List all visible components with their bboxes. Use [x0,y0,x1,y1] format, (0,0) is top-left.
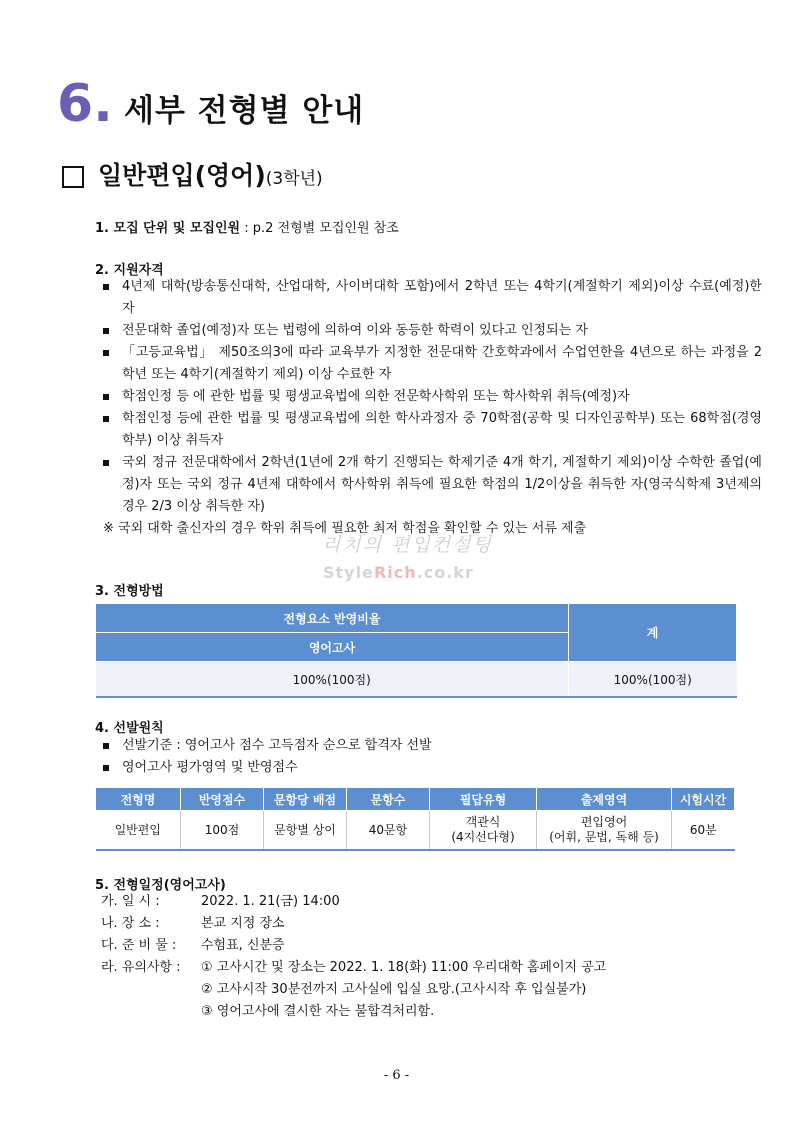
eligibility-item: 「고등교육법」 제50조의3에 따라 교육부가 지정한 전문대학 간호학과에서 수업연한을 4년으로 하는 과정을 2학년 또는 4학기(계절학기 제외) 이상 수료한 자 [100,342,762,386]
table-header: 전형요소 반영비율 [96,604,569,633]
table-header: 시험시간 [672,788,735,811]
bullet-square-icon [103,460,109,466]
table-cell: 60분 [672,811,735,851]
schedule-row: 라. 유의사항 : ① 고사시간 및 장소는 2022. 1. 18(화) 11:00 우리대학 홈페이지 공고 [101,960,607,975]
method-label: 3. 전형방법 [95,584,164,599]
bullet-square-icon [103,350,109,356]
table-cell: 일반편입 [96,811,181,851]
eligibility-item: 학점인정 등에 관한 법률 및 평생교육법에 의한 학사과정자 중 70학점(공학 및 디자인공학부) 또는 68학점(경영학부) 이상 취득자 [100,408,762,452]
bullet-square-icon [103,328,109,334]
schedule-note: ③ 영어고사에 결시한 자는 불합격처리함. [201,1004,435,1019]
recruit-unit-line [95,218,399,240]
section-title: 세부 전형별 안내 [124,93,365,129]
table-header: 문항당 배점 [264,788,347,811]
table-cell: 객관식 (4지선다형) [430,811,537,851]
table-cell: 100%(100점) [569,662,737,698]
method-table [95,603,737,698]
schedule-row: 다. 준 비 물 : 수험표, 신분증 [101,938,285,953]
table-header: 계 [569,604,737,662]
table-row [96,811,735,851]
eligibility-note: ※ 국외 대학 출신자의 경우 학위 취득에 필요한 최저 학점을 확인할 수 있는 서류 제출 [103,521,587,536]
table-row [96,662,737,698]
bullet-square-icon [103,394,109,400]
eligibility-item: 전문대학 졸업(예정)자 또는 법령에 의하여 이와 동등한 학력이 있다고 인정되는 자 [100,320,762,342]
eligibility-label: 2. 지원자격 [95,263,164,278]
schedule-note: ② 고사시작 30분전까지 고사실에 입실 요망.(고사시작 후 입실불가) [201,982,587,997]
table-header: 출제영역 [537,788,672,811]
bullet-square-icon [103,416,109,422]
table-cell: 40문항 [347,811,430,851]
selection-label: 4. 선발원칙 [95,721,164,736]
table-cell: 100%(100점) [96,662,569,698]
schedule-row: 나. 장 소 : 본교 지정 장소 [101,916,285,931]
selection-item: 선발기준 : 영어고사 점수 고득점자 순으로 합격자 선발 [100,735,762,757]
page-number: - 6 - [383,1068,410,1083]
table-header: 영어고사 [96,633,569,662]
selection-item: 영어고사 평가영역 및 반영점수 [100,757,762,779]
bullet-square-icon [103,743,109,749]
watermark-url: StyleRich.co.kr [323,563,474,582]
table-header: 문항수 [347,788,430,811]
table-cell: 편입영어 (어휘, 문법, 독해 등) [537,811,672,851]
table-cell: 문항별 상이 [264,811,347,851]
english-exam-table [95,787,735,851]
schedule-row: 가. 일 시 : 2022. 1. 21(금) 14:00 [101,894,340,909]
watermark-text: 리치의 편입컨설팅 [322,534,493,556]
recruit-unit-label: 1. 모집 단위 및 모집인원 [95,221,241,236]
table-cell: 100점 [181,811,264,851]
bullet-square-icon [103,765,109,771]
subsection-title: 일반편입(영어)(3학년) [98,161,323,190]
table-header: 필답유형 [430,788,537,811]
eligibility-item: 국외 정규 전문대학에서 2학년(1년에 2개 학기 진행되는 학제기준 4개 학기, 계절학기 제외)이상 수학한 졸업(예정)자 또는 국외 정규 4년제 대학에서 학사학위 취득에 필요한 학점의 1/2이상을 취득한 자(영국식학제 3년제의 경우 2/3 이상 취득한 자) [100,452,762,518]
table-header: 전형명 [96,788,181,811]
section-number: 6. [57,74,113,134]
bullet-square-icon [103,284,109,290]
schedule-label: 5. 전형일정(영어고사) [95,878,226,893]
table-header: 반영점수 [181,788,264,811]
eligibility-item: 4년제 대학(방송통신대학, 산업대학, 사이버대학 포함)에서 2학년 또는 4학기(계절학기 제외)이상 수료(예정)한 자 [100,276,762,320]
recruit-unit-text: : p.2 전형별 모집인원 참조 [244,221,399,236]
checkbox-square-icon [62,166,84,188]
eligibility-item: 학점인정 등 에 관한 법률 및 평생교육법에 의한 전문학사학위 또는 학사학위 취득(예정)자 [100,386,762,408]
